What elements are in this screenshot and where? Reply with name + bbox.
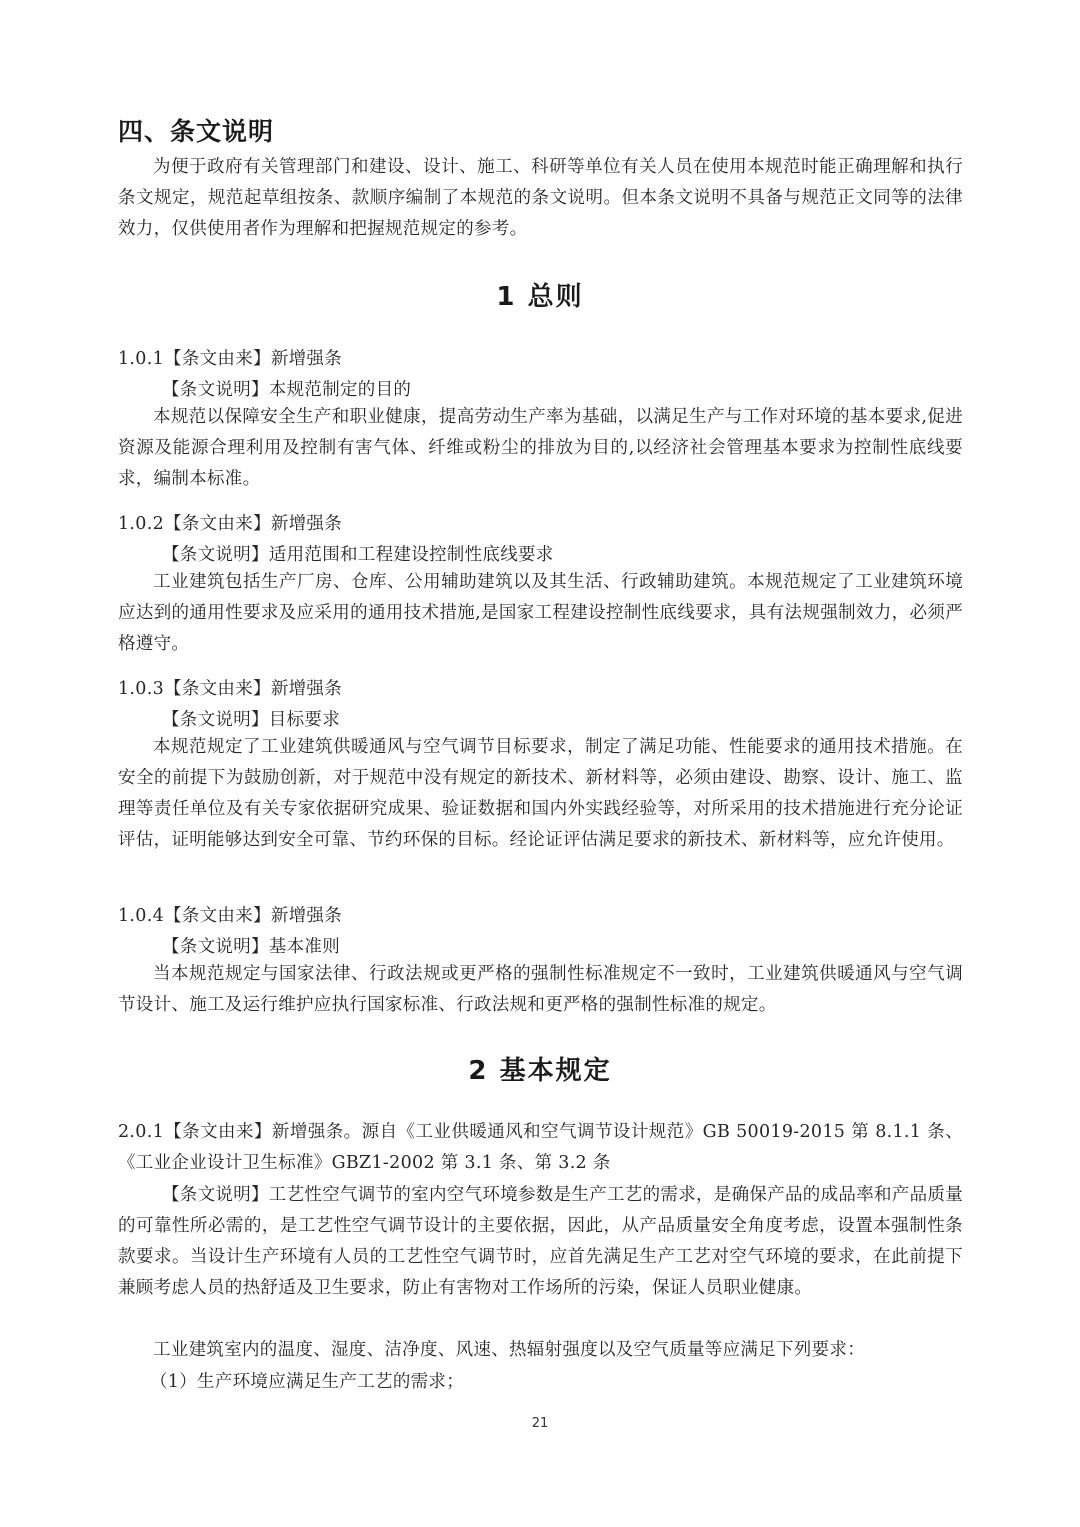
chapter-2-title: 2 基本规定	[468, 1056, 612, 1086]
clause-1-0-2-body: 工业建筑包括生产厂房、仓库、公用辅助建筑以及其生活、行政辅助建筑。本规范规定了工业建筑环境应达到的通用性要求及应采用的通用技术措施,是国家工程建设控制性底线要求，具有法规强制效力，必须严格遵守。	[118, 572, 963, 654]
clause-1-0-2-explain: 【条文说明】适用范围和工程建设控制性底线要求	[162, 545, 554, 565]
clause-1-0-3-body: 本规范规定了工业建筑供暖通风与空气调节目标要求，制定了满足功能、性能要求的通用技术措施。在安全的前提下为鼓励创新，对于规范中没有规定的新技术、新材料等，必须由建设、勘察、设计、施工、监理等责任单位及有关专家依据研究成果、验证数据和国内外实践经验等，对所采用的技术措施进行充分论证评估，证明能够达到安全可靠、节约环保的目标。经论证评估满足要求的新技术、新材料等，应允许使用。	[118, 737, 963, 850]
clause-1-0-3-explain: 【条文说明】目标要求	[162, 710, 340, 730]
clause-1-0-3-origin: 1.0.3【条文由来】新增强条	[118, 679, 343, 699]
clause-1-0-4-explain: 【条文说明】基本准则	[162, 937, 340, 957]
section-intro: 为便于政府有关管理部门和建设、设计、施工、科研等单位有关人员在使用本规范时能正确理解和执行条文规定，规范起草组按条、款顺序编制了本规范的条文说明。但本条文说明不具备与规范正文同等的法律效力，仅供使用者作为理解和把握规范规定的参考。	[118, 157, 963, 239]
clause-1-0-1-body: 本规范以保障安全生产和职业健康，提高劳动生产率为基础，以满足生产与工作对环境的基本要求,促进资源及能源合理利用及控制有害气体、纤维或粉尘的排放为目的,以经济社会管理基本要求为控制性底线要求，编制本标准。	[118, 407, 963, 489]
clause-1-0-4-body: 当本规范规定与国家法律、行政法规或更严格的强制性标准规定不一致时，工业建筑供暖通风与空气调节设计、施工及运行维护应执行国家标准、行政法规和更严格的强制性标准的规定。	[118, 964, 963, 1015]
page-number: 21	[531, 1416, 549, 1431]
clause-1-0-4-origin: 1.0.4【条文由来】新增强条	[118, 906, 343, 926]
clause-1-0-2-origin: 1.0.2【条文由来】新增强条	[118, 514, 343, 534]
clause-1-0-1-origin: 1.0.1【条文由来】新增强条	[118, 349, 343, 369]
clause-2-0-1-explain: 【条文说明】工艺性空气调节的室内空气环境参数是生产工艺的需求，是确保产品的成品率和产品质量的可靠性所必需的，是工艺性空气调节设计的主要依据，因此，从产品质量安全角度考虑，设置本强制性条款要求。当设计生产环境有人员的工艺性空气调节时，应首先满足生产工艺对空气环境的要求，在此前提下兼顾考虑人员的热舒适及卫生要求，防止有害物对工作场所的污染，保证人员职业健康。	[118, 1185, 963, 1298]
clause-2-0-1-item-1: （1）生产环境应满足生产工艺的需求；	[150, 1372, 465, 1392]
clause-1-0-1-explain: 【条文说明】本规范制定的目的	[162, 380, 412, 400]
chapter-1-title: 1 总则	[496, 282, 584, 312]
clause-2-0-1-requirement-intro: 工业建筑室内的温度、湿度、洁净度、风速、热辐射强度以及空气质量等应满足下列要求：	[153, 1340, 865, 1360]
section-title: 四、条文说明	[118, 117, 275, 146]
clause-2-0-1-origin: 2.0.1【条文由来】新增强条。源自《工业供暖通风和空气调节设计规范》GB 50019-2015 第 8.1.1 条、《工业企业设计卫生标准》GBZ1-2002 第 3.1 条、第 3.2 条	[118, 1122, 963, 1173]
